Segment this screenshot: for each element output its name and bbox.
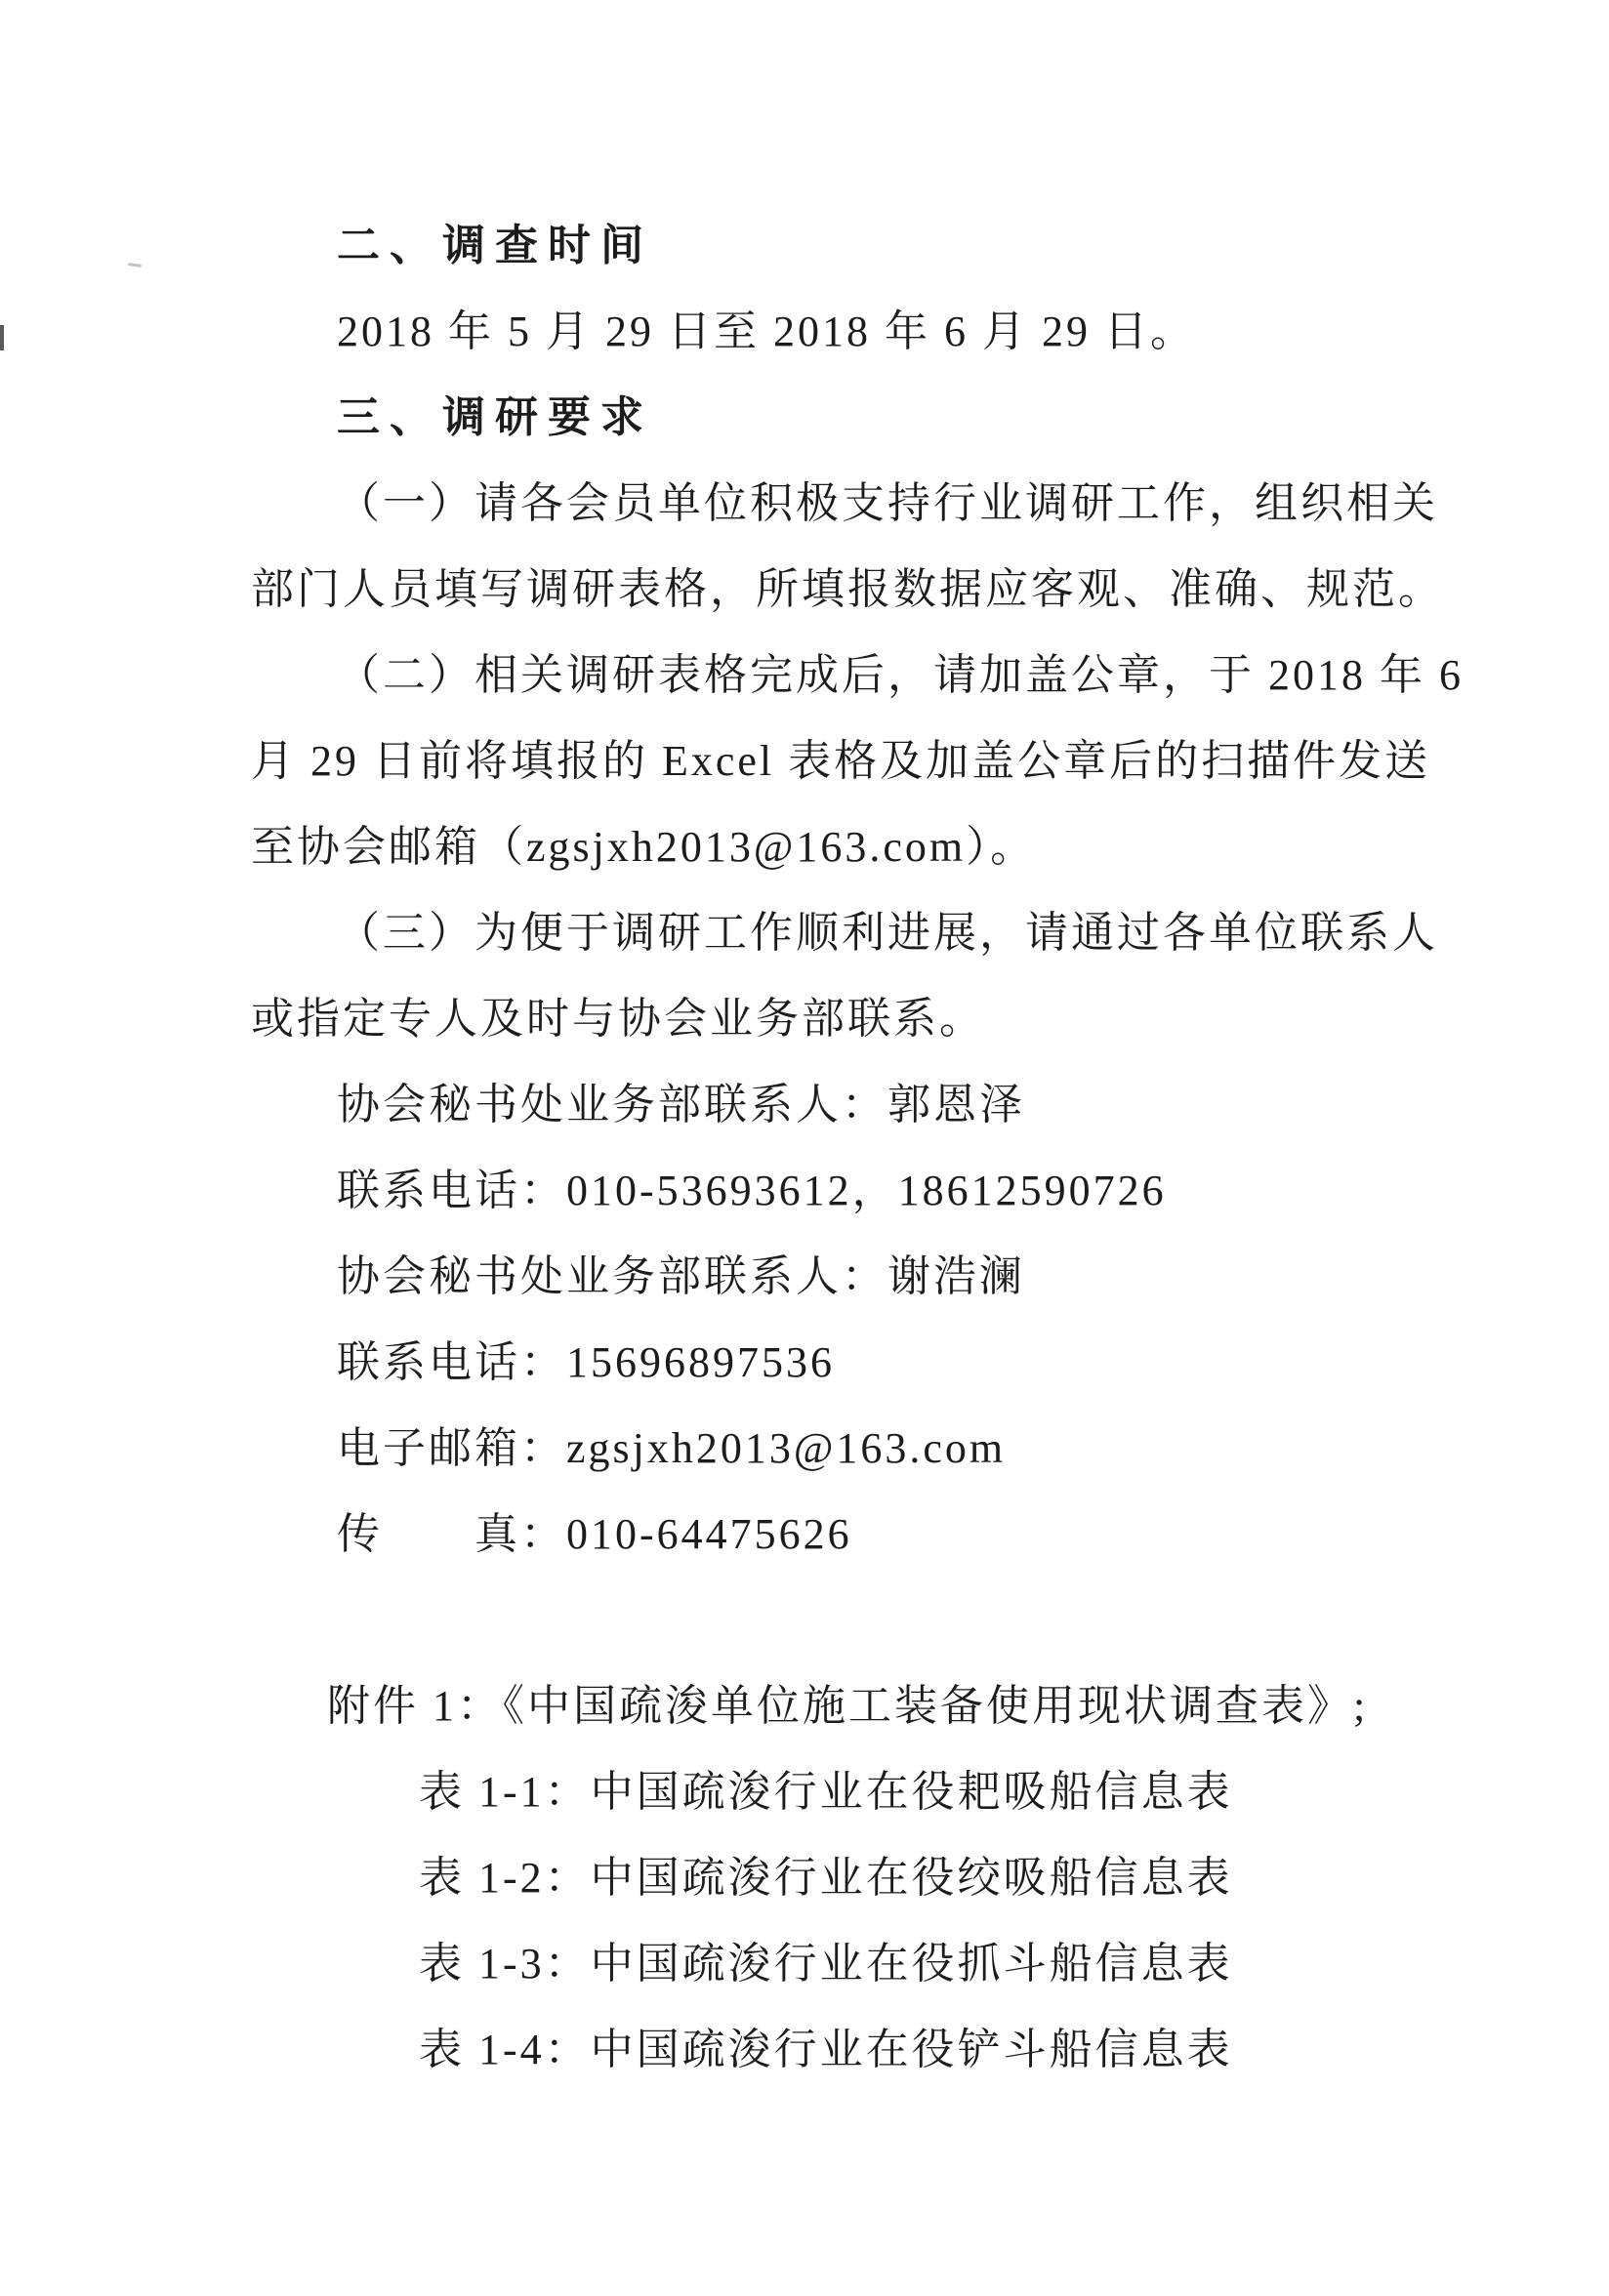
line-para-1-start: （一）请各会员单位积极支持行业调研工作，组织相关 xyxy=(337,479,1438,527)
line-section-2-heading: 二、调查时间 xyxy=(337,222,653,269)
line-contact-2-phone: 联系电话：15696897536 xyxy=(337,1338,835,1386)
line-survey-time: 2018 年 5 月 29 日至 2018 年 6 月 29 日。 xyxy=(337,308,1196,355)
scan-artifact xyxy=(128,263,142,267)
line-table-1-2: 表 1-2：中国疏浚行业在役绞吸船信息表 xyxy=(419,1854,1233,1902)
line-table-1-3: 表 1-3：中国疏浚行业在役抓斗船信息表 xyxy=(419,1940,1233,1988)
line-para-3-end: 或指定专人及时与协会业务部联系。 xyxy=(251,995,985,1043)
line-para-2-end: 至协会邮箱（zgsjxh2013@163.com）。 xyxy=(251,823,1037,871)
line-para-2-start: （二）相关调研表格完成后，请加盖公章，于 2018 年 6 xyxy=(337,651,1464,699)
line-email: 电子邮箱：zgsjxh2013@163.com xyxy=(337,1424,1007,1472)
line-section-3-heading: 三、调研要求 xyxy=(337,393,653,441)
line-contact-2-name: 协会秘书处业务部联系人：谢浩澜 xyxy=(337,1252,1025,1300)
line-spacer xyxy=(251,1578,1481,1663)
line-para-1-cont: 部门人员填写调研表格，所填报数据应客观、准确、规范。 xyxy=(251,565,1444,613)
line-contact-1-phone: 联系电话：010-53693612，18612590726 xyxy=(337,1167,1167,1214)
line-table-1-4: 表 1-4：中国疏浚行业在役铲斗船信息表 xyxy=(419,2026,1233,2073)
line-para-2-cont: 月 29 日前将填报的 Excel 表格及加盖公章后的扫描件发送 xyxy=(251,737,1431,785)
line-contact-1-name: 协会秘书处业务部联系人：郭恩泽 xyxy=(337,1081,1025,1128)
line-table-1-1: 表 1-1：中国疏浚行业在役耙吸船信息表 xyxy=(419,1768,1233,1816)
scan-artifact xyxy=(0,325,4,350)
line-fax: 传 真：010-64475626 xyxy=(337,1510,852,1558)
line-para-3-start: （三）为便于调研工作顺利进展，请通过各单位联系人 xyxy=(337,909,1438,957)
document-body xyxy=(251,203,1481,2093)
line-attachment-title: 附件 1：《中国疏浚单位施工装备使用现状调查表》; xyxy=(327,1682,1369,1730)
